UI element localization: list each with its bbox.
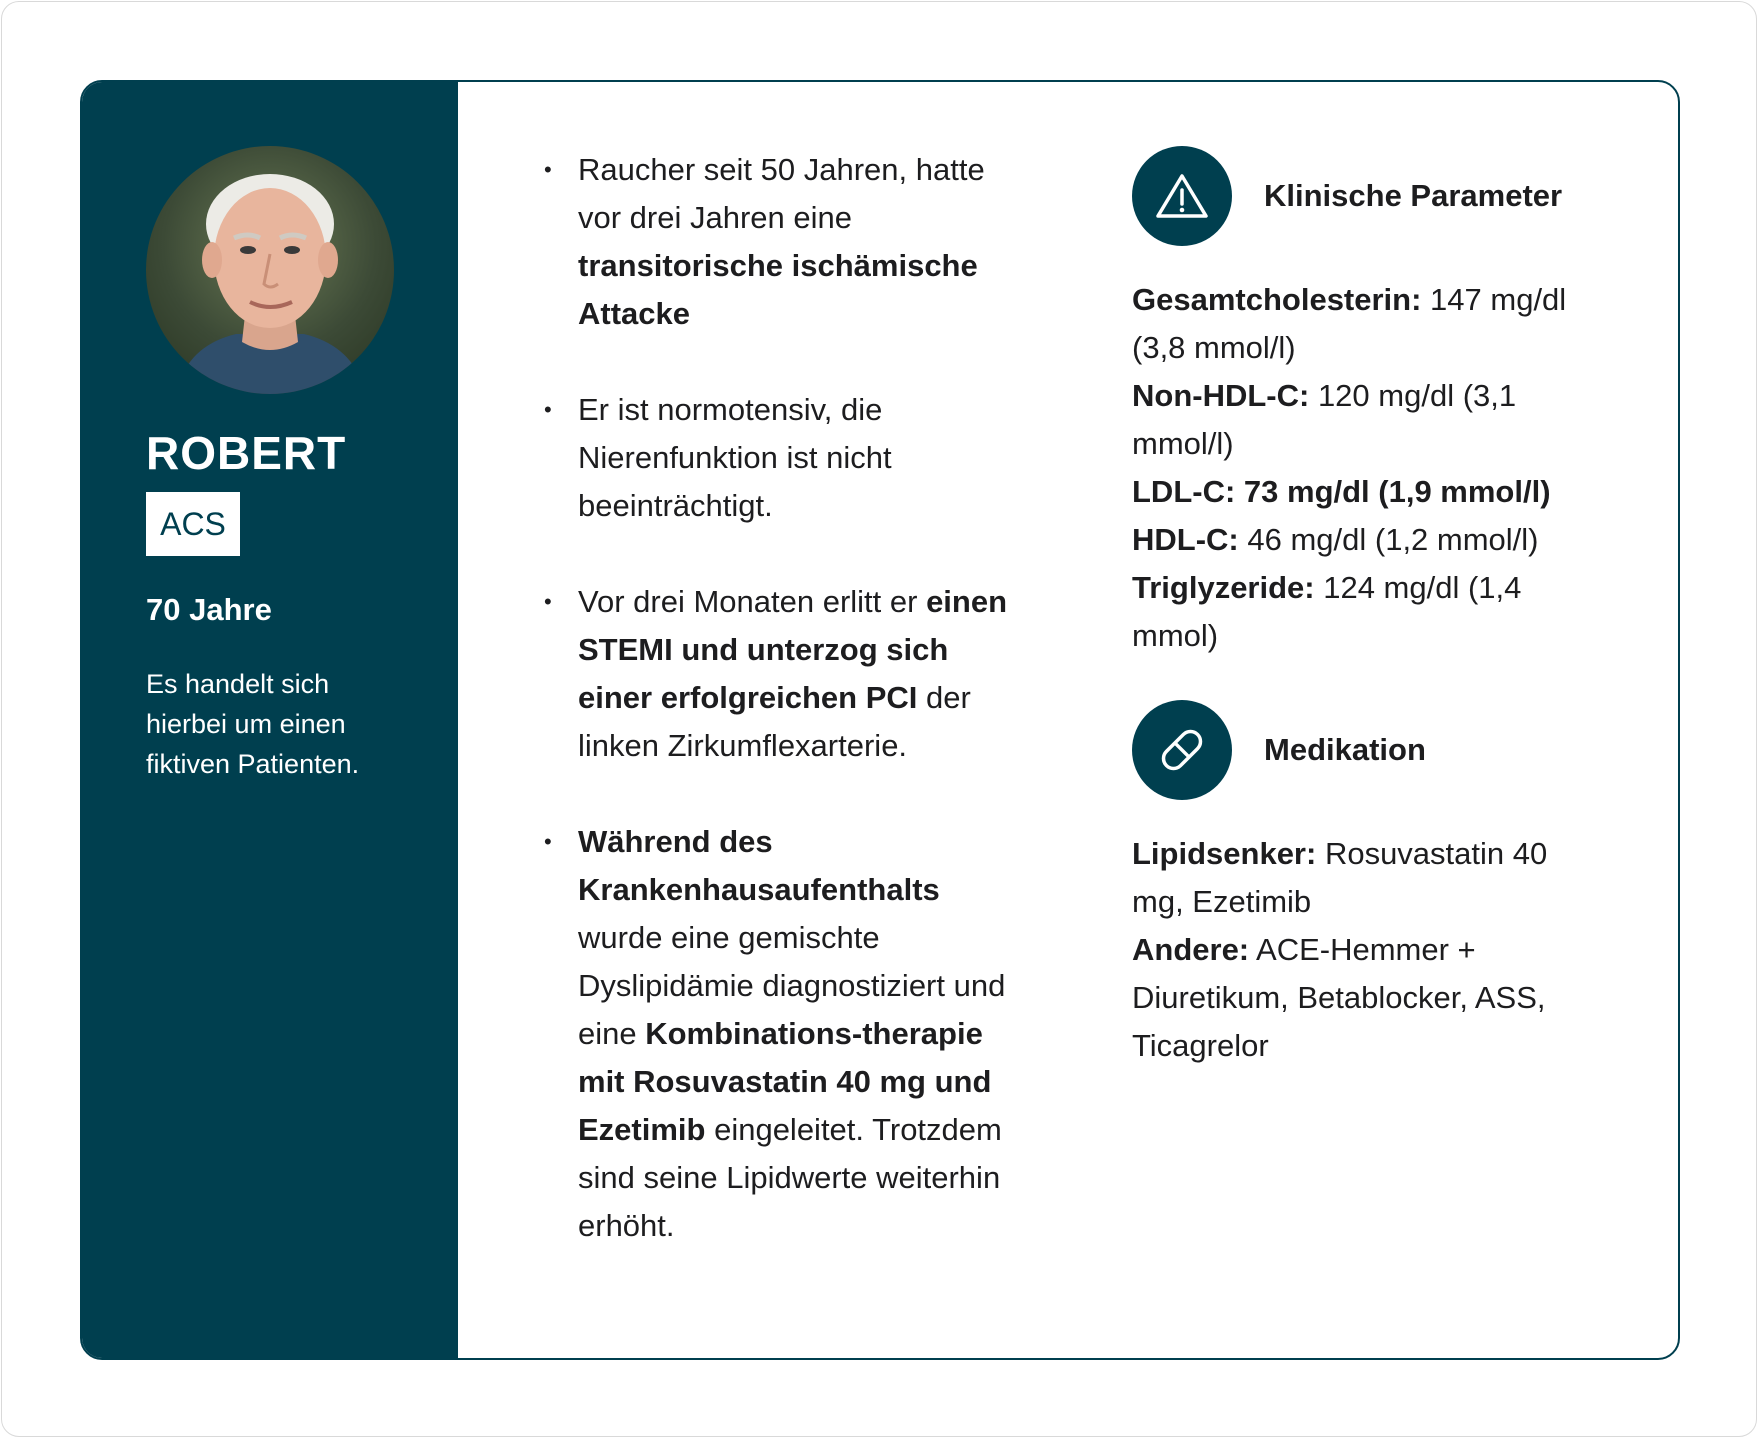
clinical-label: Non-HDL-C:: [1132, 378, 1310, 413]
patient-card: [80, 80, 1680, 1360]
clinical-row: [1132, 372, 1602, 468]
history-text: wurde eine gemischte Dyslipidämie diagnostiziert und eine: [578, 920, 1006, 1051]
patient-age: 70 Jahre: [146, 592, 272, 627]
history-item: [538, 578, 1008, 770]
history-text: Vor drei Monaten erlitt er: [578, 584, 927, 619]
history-text: Raucher seit 50 Jahren, hatte vor drei Jahren eine: [578, 152, 985, 235]
history-text: der linken Zirkumflexarterie.: [578, 680, 971, 763]
history-text: Er ist normotensiv, die Nierenfunktion ist nicht beeinträchtigt.: [578, 392, 892, 523]
history-list: [538, 146, 1008, 1250]
patient-avatar: [146, 146, 394, 394]
clinical-label: Gesamtcholesterin:: [1132, 282, 1422, 317]
history-text-bold: einen STEMI und unterzog sich einer erfolgreichen PCI: [578, 584, 1008, 715]
medication-value: Rosuvastatin 40 mg, Ezetimib: [1132, 836, 1548, 919]
history-column: [538, 146, 1008, 1298]
diagnosis-badge: ACS: [146, 492, 240, 556]
history-text-bold: Kombinations-therapie mit Rosuvastatin 40 mg und Ezetimib: [578, 1016, 992, 1147]
clinical-section-title: Klinische Parameter: [1264, 178, 1563, 213]
clinical-section-header: [1132, 146, 1602, 246]
history-item: [538, 818, 1008, 1250]
pill-icon: [1132, 700, 1232, 800]
history-text-bold: Während des Krankenhausaufenthalts: [578, 824, 940, 907]
clinical-label: LDL-C: 73 mg/dl (1,9 mmol/l): [1132, 474, 1551, 509]
patient-sidebar: [82, 82, 458, 1358]
warning-triangle-icon: [1132, 146, 1232, 246]
clinical-value: 147 mg/dl (3,8 mmol/l): [1132, 282, 1567, 365]
clinical-row: [1132, 564, 1602, 660]
medication-row: [1132, 926, 1602, 1070]
clinical-value: 46 mg/dl (1,2 mmol/l): [1238, 522, 1539, 557]
history-item: [538, 386, 1008, 530]
parameters-column: [1132, 146, 1602, 1070]
clinical-parameters-list: [1132, 276, 1602, 660]
clinical-row: [1132, 468, 1602, 516]
clinical-label: Triglyzeride:: [1132, 570, 1315, 605]
history-item: [538, 146, 1008, 338]
medication-label: Lipidsenker:: [1132, 836, 1317, 871]
history-text: eingeleitet. Trotzdem sind seine Lipidwerte weiterhin erhöht.: [578, 1112, 1002, 1243]
medication-section-title: Medikation: [1264, 732, 1426, 767]
fictional-patient-note: Es handelt sich hierbei um einen fiktiven Patienten.: [146, 669, 360, 779]
medication-row: [1132, 830, 1602, 926]
clinical-label: HDL-C:: [1132, 522, 1239, 557]
clinical-row: [1132, 276, 1602, 372]
clinical-row: [1132, 516, 1602, 564]
clinical-value: 124 mg/dl (1,4 mmol): [1132, 570, 1522, 653]
medication-value: ACE-Hemmer + Diuretikum, Betablocker, ASS, Ticagrelor: [1132, 932, 1546, 1063]
patient-name: ROBERT: [146, 427, 347, 479]
clinical-value: 120 mg/dl (3,1 mmol/l): [1132, 378, 1517, 461]
medication-list: [1132, 830, 1602, 1070]
history-text-bold: transitorische ischämische Attacke: [578, 248, 978, 331]
medication-section-header: [1132, 700, 1602, 800]
medication-label: Andere:: [1132, 932, 1250, 967]
